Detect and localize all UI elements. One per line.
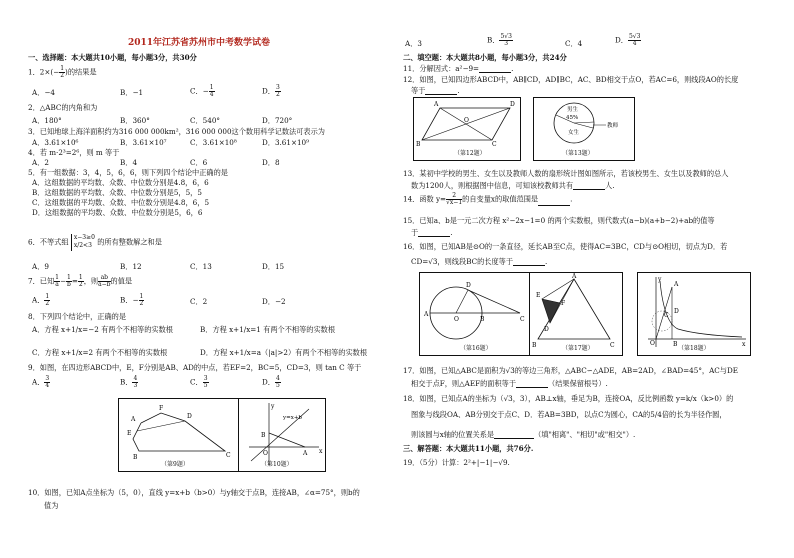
- svg-text:D: D: [187, 413, 192, 420]
- svg-text:D: D: [510, 101, 515, 108]
- question-3: 3．已知地球上海洋面积约为316 000 000km²，316 000 000这个数用科学记数法可表示为: [28, 127, 325, 136]
- q5-option-c: C．这组数据的平均数、众数、中位数分别是4.8，6，5: [32, 198, 210, 207]
- svg-text:F: F: [561, 300, 566, 307]
- q5-option-a: A．这组数据的平均数、众数、中位数分别是4.8，6，6: [32, 178, 209, 187]
- svg-text:男生: 男生: [567, 107, 579, 113]
- question-8: 8．下列四个结论中，正确的是: [28, 312, 127, 321]
- svg-text:O: O: [464, 117, 469, 124]
- q4-option-c: C．6: [190, 158, 208, 167]
- figure-18-hyperbola: [638, 273, 750, 355]
- q1-option-a: A．−4: [32, 88, 55, 97]
- figure-17: [529, 272, 623, 356]
- figure-18-caption: （第18题）: [678, 345, 710, 352]
- svg-text:D: D: [674, 308, 679, 315]
- svg-text:O: O: [650, 340, 655, 347]
- q9-option-c: C． $\frac{3}{5}$: [190, 375, 208, 389]
- q4-option-b: B．4: [120, 158, 138, 167]
- q10-option-d: D． $\frac{5√3}{4}$: [615, 33, 641, 47]
- question-2: 2．△ABC的内角和为: [28, 103, 98, 112]
- svg-text:D: D: [544, 326, 549, 333]
- svg-text:F: F: [159, 405, 164, 412]
- question-19: 19．（5分）计算：2²+|−1|−√9.: [403, 458, 510, 467]
- svg-text:A: A: [131, 416, 136, 423]
- svg-text:B: B: [673, 341, 678, 348]
- q7-option-b: B．− $\frac{1}{2}$: [120, 293, 144, 307]
- question-6: 6．不等式组 x−3≥0 x/2<3 的所有整数解之和是: [28, 234, 162, 250]
- question-12-line-1: 12．如图，已知四边形ABCD中，AB∥CD，AD∥BC，AC、BD相交于点O，若AC=6，则线段AO的长度: [403, 75, 739, 84]
- question-10-line-2: 值为: [44, 501, 59, 510]
- q2-option-d: D．720°: [262, 116, 293, 125]
- q9-option-d: D． $\frac{4}{5}$: [262, 375, 280, 389]
- svg-text:O: O: [263, 450, 268, 457]
- q10-option-a: A．3: [405, 39, 422, 48]
- q8-option-c: C．方程 x+1/x=2 有两个不相等的实数根: [32, 348, 168, 357]
- q7-option-a: A． $\frac{1}{2}$: [32, 293, 50, 307]
- question-16-line-2: CD=√3，则线段BC的长度等于 .: [411, 257, 548, 266]
- q5-option-b: B．这组数据的平均数、众数、中位数分别是5，5，5: [32, 188, 202, 197]
- svg-text:E: E: [127, 430, 132, 437]
- q2-option-b: B．360°: [120, 116, 150, 125]
- svg-text:B: B: [480, 316, 485, 323]
- section-3-heading: 三、解答题：本大题共11小题，共76分.: [403, 444, 534, 453]
- svg-text:C: C: [226, 452, 231, 459]
- svg-text:45%: 45%: [566, 115, 579, 121]
- svg-text:C: C: [492, 141, 497, 148]
- figure-16-caption: （第16题）: [460, 345, 492, 352]
- q7-option-d: D．−2: [262, 297, 286, 306]
- figure-10-caption: （第10题）: [261, 461, 293, 468]
- question-18-line-3: 则该圆与x轴的位置关系是 （填"相离"、"相切"或"相交"）.: [411, 430, 636, 439]
- question-1: 1．2×(− $\frac{1}{2}$ )的结果是: [28, 65, 97, 79]
- figure-18: [637, 272, 751, 356]
- question-18-line-1: 18．如图，已知点A的坐标为（√3，3），AB⊥x轴，垂足为B，连接OA，反比例函数 y=k/x（k>0）的: [403, 394, 734, 403]
- question-4: 4．若 m·2³=2⁶，则 m 等于: [28, 148, 120, 157]
- q7-option-c: C．2: [190, 297, 208, 306]
- question-15-line-2: 于 .: [411, 228, 453, 237]
- figure-16-circle-tangent: [420, 273, 530, 355]
- q3-option-d: D．3.61×10⁹: [262, 138, 310, 147]
- q9-option-b: B． $\frac{4}{3}$: [120, 375, 138, 389]
- svg-text:x: x: [319, 448, 323, 455]
- svg-text:A: A: [674, 281, 679, 288]
- q3-option-b: B．3.61×10⁷: [120, 138, 167, 147]
- q8-option-a: A．方程 x+1/x=−2 有两个不相等的实数根: [32, 325, 173, 334]
- figure-12-caption: （第12题）: [454, 150, 486, 157]
- figure-9: [118, 398, 240, 472]
- q2-option-c: C．540°: [190, 116, 220, 125]
- q1-option-c: C．− $\frac{1}{4}$: [190, 84, 214, 98]
- q6-option-a: A．9: [32, 262, 49, 271]
- svg-text:x: x: [742, 341, 746, 348]
- q2-option-a: A．180°: [32, 116, 62, 125]
- question-16-line-1: 16．如图，已知AB是⊙O的一条直径，延长AB至C点，使得AC=3BC，CD与⊙O相切，切点为D．若: [403, 242, 728, 251]
- figure-13-caption: （第13题）: [562, 150, 594, 157]
- q5-option-d: D．这组数据的平均数、众数、中位数分别是5，6，6: [32, 208, 203, 217]
- exam-title: 2011年江苏省苏州市中考数学试卷: [128, 38, 271, 48]
- question-17-line-2: 相交于点F，则△AEF的面积等于 （结果保留根号）.: [411, 379, 608, 388]
- q1-option-d: D． $\frac{3}{2}$: [262, 84, 280, 98]
- svg-text:A: A: [424, 311, 429, 318]
- question-17-line-1: 17．如图，已知△ABC是面积为√3的等边三角形，△ABC∽△ADE，AB=2AD，∠BAD=45°，AC与DE: [403, 366, 738, 375]
- svg-text:女生: 女生: [568, 130, 580, 136]
- question-5: 5．有一组数据：3，4，5，6，6，则下列四个结论中正确的是: [28, 168, 228, 177]
- svg-text:y: y: [271, 403, 275, 410]
- question-15-line-1: 15．已知a、b是一元二次方程 x²−2x−1=0 的两个实数根，则代数式(a−b)(a+b−2)+ab的值等: [403, 216, 715, 225]
- q1-fraction: $\frac{1}{2}$: [60, 65, 65, 79]
- svg-text:A: A: [303, 450, 308, 457]
- question-14: 14．函数 y= $\frac{2}{√x-1}$ 的自变量x的取值范围是 .: [403, 192, 573, 206]
- svg-text:E: E: [536, 292, 541, 299]
- svg-text:C: C: [610, 342, 615, 349]
- svg-text:教师: 教师: [607, 123, 619, 129]
- q10-option-b: B． $\frac{5√3}{3}$: [487, 33, 512, 47]
- svg-text:O: O: [454, 316, 459, 323]
- question-12-line-2: 等于 .: [411, 86, 460, 95]
- svg-text:B: B: [261, 432, 266, 439]
- question-18-line-2: 图象与线段OA、AB分别交于点C、D．若AB=3BD，以点C为圆心，CA的5/4倍的长为半径作圆，: [411, 410, 727, 419]
- question-11: 11．分解因式：a²−9= .: [403, 64, 514, 73]
- q6-inequality-system: x−3≥0 x/2<3: [71, 234, 95, 251]
- figure-12: [413, 97, 521, 161]
- q1-option-b: B．−1: [120, 88, 144, 97]
- figure-13: [533, 97, 635, 161]
- question-13-line-1: 13．某初中学校的男生、女生以及教师人数的扇形统计图如图所示，若该校男生、女生以及教师的总人: [403, 169, 729, 178]
- svg-text:B: B: [133, 454, 138, 461]
- q6-option-b: B．12: [120, 262, 142, 271]
- question-7: 7．已知 $\frac{1}{a}$ − $\frac{1}{b}$ = $\frac{1}{2}$ ，则 $\frac{ab}{a-b}$ 的值是: [28, 274, 133, 288]
- q6-option-c: C．13: [190, 262, 212, 271]
- q4-option-d: D．8: [262, 158, 280, 167]
- figure-16: [419, 272, 531, 356]
- svg-text:A: A: [572, 273, 577, 280]
- svg-text:B: B: [532, 342, 537, 349]
- q4-option-a: A．2: [32, 158, 49, 167]
- q3-option-c: C．3.61×10⁸: [190, 138, 237, 147]
- question-10-line-1: 10．如图，已知A点坐标为（5，0），直线 y=x+b（b>0）与y轴交于点B，连接AB，∠α=75°，则b的: [28, 488, 360, 497]
- svg-text:y: y: [658, 276, 662, 283]
- q10-option-c: C．4: [565, 39, 583, 48]
- q8-option-d: D．方程 x+1/x=a（|a|>2）有两个不相等的实数根: [200, 348, 368, 357]
- figure-9-caption: （第9题）: [161, 461, 189, 468]
- figure-17-triangles: [530, 273, 622, 355]
- svg-text:B: B: [416, 141, 421, 148]
- svg-text:D: D: [466, 282, 471, 289]
- svg-text:C: C: [520, 316, 525, 323]
- figure-10: [238, 398, 326, 472]
- figure-17-caption: （第17题）: [562, 345, 594, 352]
- svg-text:C: C: [664, 312, 669, 319]
- question-13-line-2: 数为1200人，则根据图中信息，可知该校教师共有 人.: [411, 181, 615, 190]
- q6-option-d: D．15: [262, 262, 285, 271]
- question-9: 9．如图，在四边形ABCD中，E，F分别是AB、AD的中点，若EF=2，BC=5，CD=3，则 tan C 等于: [28, 363, 362, 372]
- q9-option-a: A． $\frac{3}{4}$: [32, 375, 50, 389]
- section-2-heading: 二、填空题：本大题共8小题，每小题3分，共24分: [403, 53, 567, 62]
- q8-option-b: B．方程 x+1/x=1 有两个不相等的实数根: [200, 325, 336, 334]
- section-1-heading: 一、选择题：本大题共10小题，每小题3分，共30分: [28, 53, 197, 62]
- svg-text:A: A: [434, 101, 439, 108]
- svg-text:y=x+b: y=x+b: [283, 415, 302, 421]
- q3-option-a: A．3.61×10⁶: [32, 138, 79, 147]
